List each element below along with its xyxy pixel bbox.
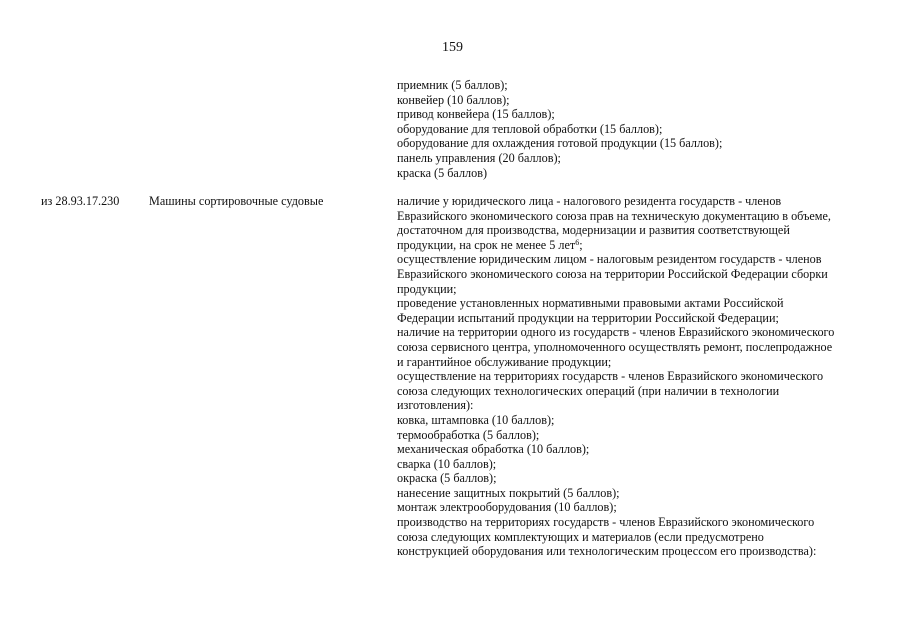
requirement-line: наличие на территории одного из государств - членов Евразийского экономического [397,325,835,340]
requirement-line: осуществление на территориях государств - членов Евразийского экономического [397,369,824,384]
requirement-line: союза сервисного центра, уполномоченного осуществлять ремонт, послепродажное [397,339,833,354]
requirement-line: достаточном для производства, модернизации и развития соответствующей [397,223,790,238]
requirement-line: термообработка (5 баллов); [397,427,540,442]
requirement-line: проведение установленных нормативными правовыми актами Российской [397,296,784,311]
requirement-line: конвейер (10 баллов); [397,92,510,107]
requirement-line: ковка, штамповка (10 баллов); [397,412,555,427]
requirement-line: изготовления): [397,398,474,413]
requirement-line-footnote [397,238,877,253]
requirement-line: союза следующих технологических операций (при наличии в технологии [397,383,780,398]
requirement-line: приемник (5 баллов); [397,78,508,92]
requirement-line: продукции; [397,281,457,296]
requirement-line-text: продукции, на срок не менее 5 лет [397,237,576,252]
requirement-line: союза следующих комплектующих и материалов (если предусмотрено [397,529,764,544]
requirement-line: механическая обработка (10 баллов); [397,442,590,457]
requirement-line: Евразийского экономического союза прав на техническую документацию в объеме, [397,208,831,223]
continuation-requirements [397,78,877,180]
requirement-line: панель управления (20 баллов); [397,150,561,165]
requirement-line: привод конвейера (15 баллов); [397,107,555,122]
requirement-line: краска (5 баллов) [397,165,488,180]
requirement-line: производство на территориях государств - членов Евразийского экономического [397,515,815,530]
requirement-line: Федерации испытаний продукции на территории Российской Федерации; [397,310,779,325]
requirement-line-suffix: ; [579,237,583,252]
requirement-line: монтаж электрооборудования (10 баллов); [397,500,617,515]
requirement-line: Евразийского экономического союза на территории Российской Федерации сборки [397,266,828,281]
requirement-line: оборудование для тепловой обработки (15 баллов); [397,121,663,136]
requirement-line: наличие у юридического лица - налогового резидента государств - членов [397,194,782,208]
requirement-line: осуществление юридическим лицом - налоговым резидентом государств - членов [397,252,822,267]
requirement-line: нанесение защитных покрытий (5 баллов); [397,485,620,500]
requirement-line: оборудование для охлаждения готовой продукции (15 баллов); [397,136,723,151]
product-code: из 28.93.17.230 [41,194,120,208]
requirements-list [397,194,877,559]
requirement-line: сварка (10 баллов); [397,456,497,471]
requirement-line: и гарантийное обслуживание продукции; [397,354,612,369]
requirement-line: окраска (5 баллов); [397,471,497,486]
page-number: 159 [442,40,463,55]
product-name: Машины сортировочные судовые [149,194,324,208]
requirement-line: конструкцией оборудования или технологическим процессом его производства): [397,544,817,559]
footnote-mark: 6 [575,237,580,247]
